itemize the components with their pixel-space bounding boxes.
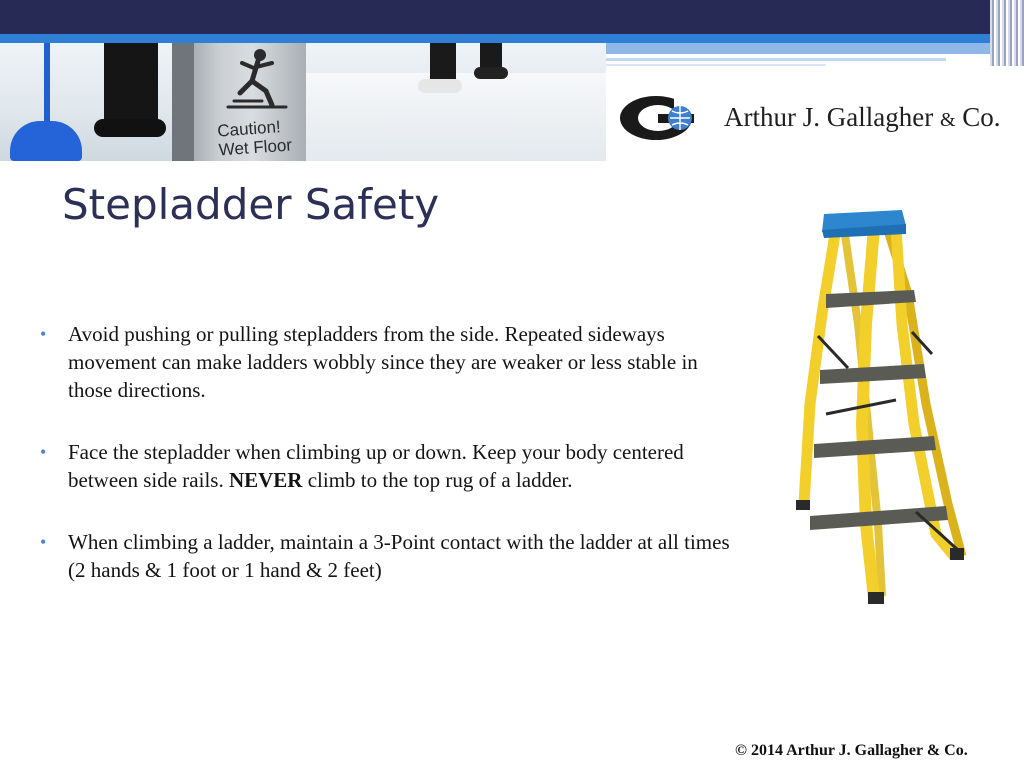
slipping-person-icon (222, 47, 292, 113)
sign-line-2: Wet Floor (218, 135, 293, 160)
mop-head (10, 121, 82, 161)
logo-ampersand: & (939, 109, 956, 131)
logo-co: Co. (962, 102, 1001, 132)
yellow-stepladder-image (786, 204, 976, 608)
bullet-text: Avoid pushing or pulling stepladders from the side. Repeated sideways movement can make ladders wobbly since they are weaker or less stable in those directions. (68, 322, 698, 402)
top-blue-bar (0, 34, 1024, 43)
bullet-text-after: climb to the top rug of a ladder. (302, 468, 573, 492)
person-shoe (474, 67, 508, 79)
caution-sign-edge (172, 43, 194, 161)
person-leg (104, 43, 158, 127)
header-edge-lines (990, 0, 1024, 66)
header-light-stripe-thin (606, 58, 946, 61)
company-logo-text (724, 102, 1001, 133)
bullet-list (40, 320, 730, 618)
header-photo-wet-floor (0, 43, 606, 161)
bullet-emphasis: NEVER (228, 468, 303, 492)
bullet-text-before: Face the stepladder when climbing up or down. Keep your body centered between side rails. (68, 440, 684, 492)
logo-name: Arthur J. Gallagher (724, 102, 934, 132)
sign-line-1: Caution! (216, 117, 282, 141)
person-shoe (418, 79, 462, 93)
bullet-item (40, 528, 730, 584)
gallagher-globe-logo-icon (618, 94, 696, 142)
top-navy-bar (0, 0, 1024, 34)
slide-title: Stepladder Safety (62, 180, 440, 229)
person-shoe (94, 119, 166, 137)
header-light-stripe (606, 43, 1024, 54)
bullet-item (40, 438, 730, 494)
bullet-text: When climbing a ladder, maintain a 3-Point contact with the ladder at all times (2 hands & 1 foot or 1 hand & 2 feet) (68, 530, 730, 582)
caution-sign-text (217, 116, 293, 159)
header-light-stripe-thinner (606, 64, 826, 66)
bullet-item (40, 320, 730, 404)
footer-copyright: © 2014 Arthur J. Gallagher & Co. (735, 742, 968, 759)
person-leg (430, 43, 456, 83)
